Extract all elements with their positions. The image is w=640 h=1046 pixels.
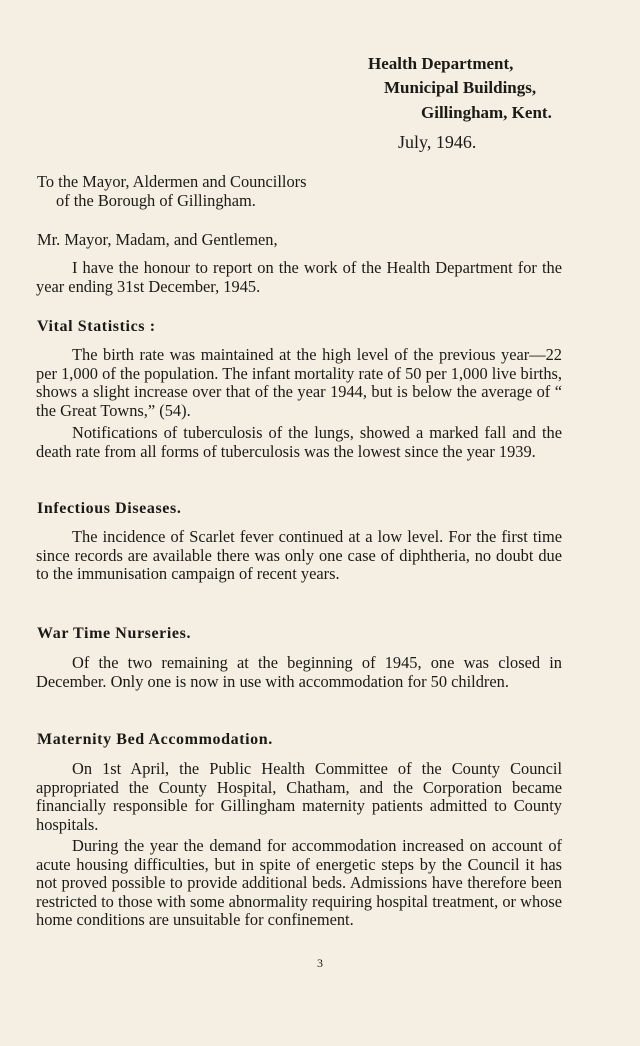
address-line-buildings: Municipal Buildings, bbox=[384, 78, 537, 97]
maternity-paragraph-2: During the year the demand for accommodation increased on account of acute housing difficulties, but in spite of energetic steps by the Council it has not proved possible to provide additional beds. Admissions have therefore been restricted to those with some abnormality requiring hospital treatment, or whose home conditions are unsuitable for confinement. bbox=[36, 836, 562, 930]
vital-statistics-paragraph-1: The birth rate was maintained at the high level of the previous year—22 per 1,000 of the population. The infant mortality rate of 50 per 1,000 live births, shows a slight increase over that of the year 1944, but is below the average of “ the Great Towns,” (54). bbox=[36, 345, 562, 420]
heading-vital-statistics: Vital Statistics : bbox=[37, 318, 156, 335]
address-line-department: Health Department, bbox=[368, 54, 514, 73]
salutation: Mr. Mayor, Madam, and Gentlemen, bbox=[37, 230, 278, 249]
address-line-town: Gillingham, Kent. bbox=[421, 103, 552, 122]
war-time-nurseries-paragraph: Of the two remaining at the beginning of 1945, one was closed in December. Only one is now in use with accommodation for 50 children. bbox=[36, 653, 562, 691]
recipient-line-2: of the Borough of Gillingham. bbox=[56, 191, 256, 210]
recipient-line-1: To the Mayor, Aldermen and Councillors bbox=[37, 172, 307, 191]
page-number: 3 bbox=[317, 956, 323, 970]
heading-war-time-nurseries: War Time Nurseries. bbox=[37, 625, 192, 642]
maternity-paragraph-1: On 1st April, the Public Health Committee of the County Council appropriated the County Hospital, Chatham, and the Corporation became financially responsible for Gillingham maternity patients admitted to County hospitals. bbox=[36, 759, 562, 834]
letter-date: July, 1946. bbox=[398, 132, 477, 152]
intro-paragraph: I have the honour to report on the work of the Health Department for the year ending 31st December, 1945. bbox=[36, 258, 562, 296]
vital-statistics-paragraph-2: Notifications of tuberculosis of the lungs, showed a marked fall and the death rate from all forms of tuberculosis was the lowest since the year 1939. bbox=[36, 423, 562, 461]
heading-infectious-diseases: Infectious Diseases. bbox=[37, 500, 182, 517]
infectious-diseases-paragraph: The incidence of Scarlet fever continued at a low level. For the first time since records are available there was only one case of diphtheria, no doubt due to the immunisation campaign of recent years. bbox=[36, 527, 562, 584]
heading-maternity-bed-accommodation: Maternity Bed Accommodation. bbox=[37, 731, 273, 748]
